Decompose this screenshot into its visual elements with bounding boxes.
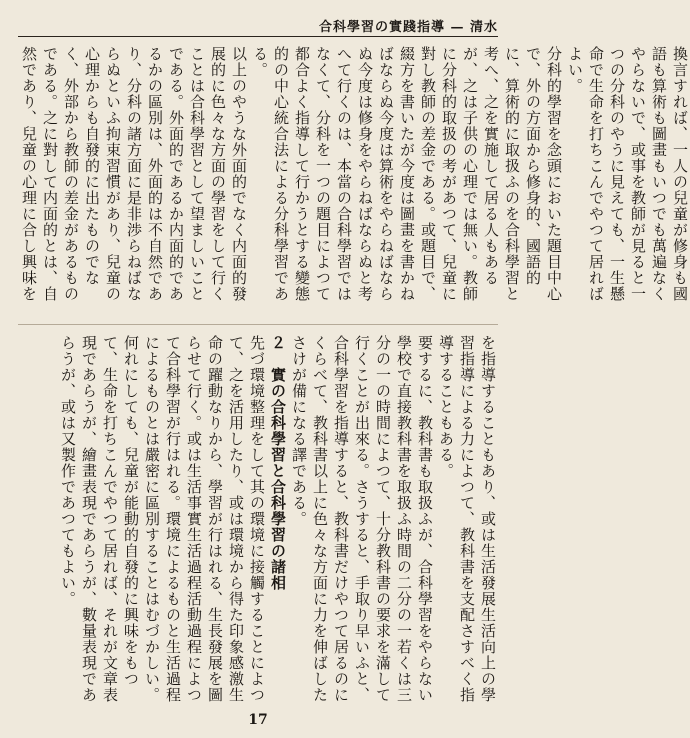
lower-vertical-text xyxy=(57,335,498,706)
upper-text-block xyxy=(18,46,689,306)
paragraph: 分科的學習を念頭においた題目中心で、外の方面から修身的、國語的に、算術的に取扱ふのを合科學習と考へ、之を實施して居る人もあるが、之は子供の心理では無い。教師に分科的取扱の考があつて、兒童に對し教師の差金である。或題目で、綴方を書いたが今度は圖畫を書かねばならぬ今度は算術をやらねばならぬ今度は修身をやらねばならぬと考へて行くのは、本當の合科學習ではなくて、分科を一つの題目によつて都合よく指導して行かうとする變態的の中心統合法による分科學習である。 xyxy=(251,46,563,302)
paragraph: 先づ環境整理をして其の環境に接觸することによつて、之を活用したり、或は環境から得た印象感激生命の躍動なりから、學習が行はれる、生長發展を圖らせて行く。或は生活事實生活過程活動過程によつて合科學習が行はれる。環境によるものと生活過程によるものとは嚴密に區別することはむづかしい。何れにしても、兒童が能動的自發的に興味をもつて、生命を打ちこんでやつて居れば、それが文章表現であらうが、繪畫表現であらうが、數量表現であらうが、或は又製作であつてもよい。 xyxy=(59,335,266,703)
lower-text-block xyxy=(18,324,498,706)
section-heading: ２ 實の合科學習と合科學習の諸相 xyxy=(269,335,287,591)
running-header xyxy=(18,14,498,37)
paragraph: 要するに、教科書も取扱ふが、合科學習をやらない學校で直接教科書を取扱ふ時間の二分の一若くは三分の一の時間によつて、十分教科書の要求を滿して行くことが出來る。さうすると、手取り早いふと、合科學習を指導すると、教科書だけやつて居るのにくらべて、教科書以上に色々な方面に力を伸ばしたさけが備になる譯である。 xyxy=(290,335,434,703)
paragraph: 換言すれば、一人の兒童が修身も國語も算術も圖畫もいつでも萬遍なくやらないで、或事を教師が見ると一つの分科のやうに見えても、一生懸命で生命を打ちこんでやつて居ればよい。 xyxy=(566,46,689,302)
header-title: 合科學習の實踐指導 — 清水 xyxy=(318,20,498,35)
paragraph: を指導することもあり、或は生活發展生活向上の學習指導による力によつて、教科書を支配さすべく指導することもある。 xyxy=(437,335,497,703)
upper-vertical-text xyxy=(18,46,690,306)
paragraph: 以上のやうな外面的でなく内面的發展的に色々な方面の學習をして行くことは合科學習として望ましいことである。外面的であるか内面的であるかの區別は、外面的は不自然であり、分科の諸方面に是非渉らねばならぬといふ拘束習慣があり、兒童の心理からも自發的に出たものでなく、外部から教師の差金があるものである。之に對して内面的とは、自然であり、兒童の心理に合し興味を xyxy=(20,46,248,302)
page-number: 17 xyxy=(248,712,268,728)
